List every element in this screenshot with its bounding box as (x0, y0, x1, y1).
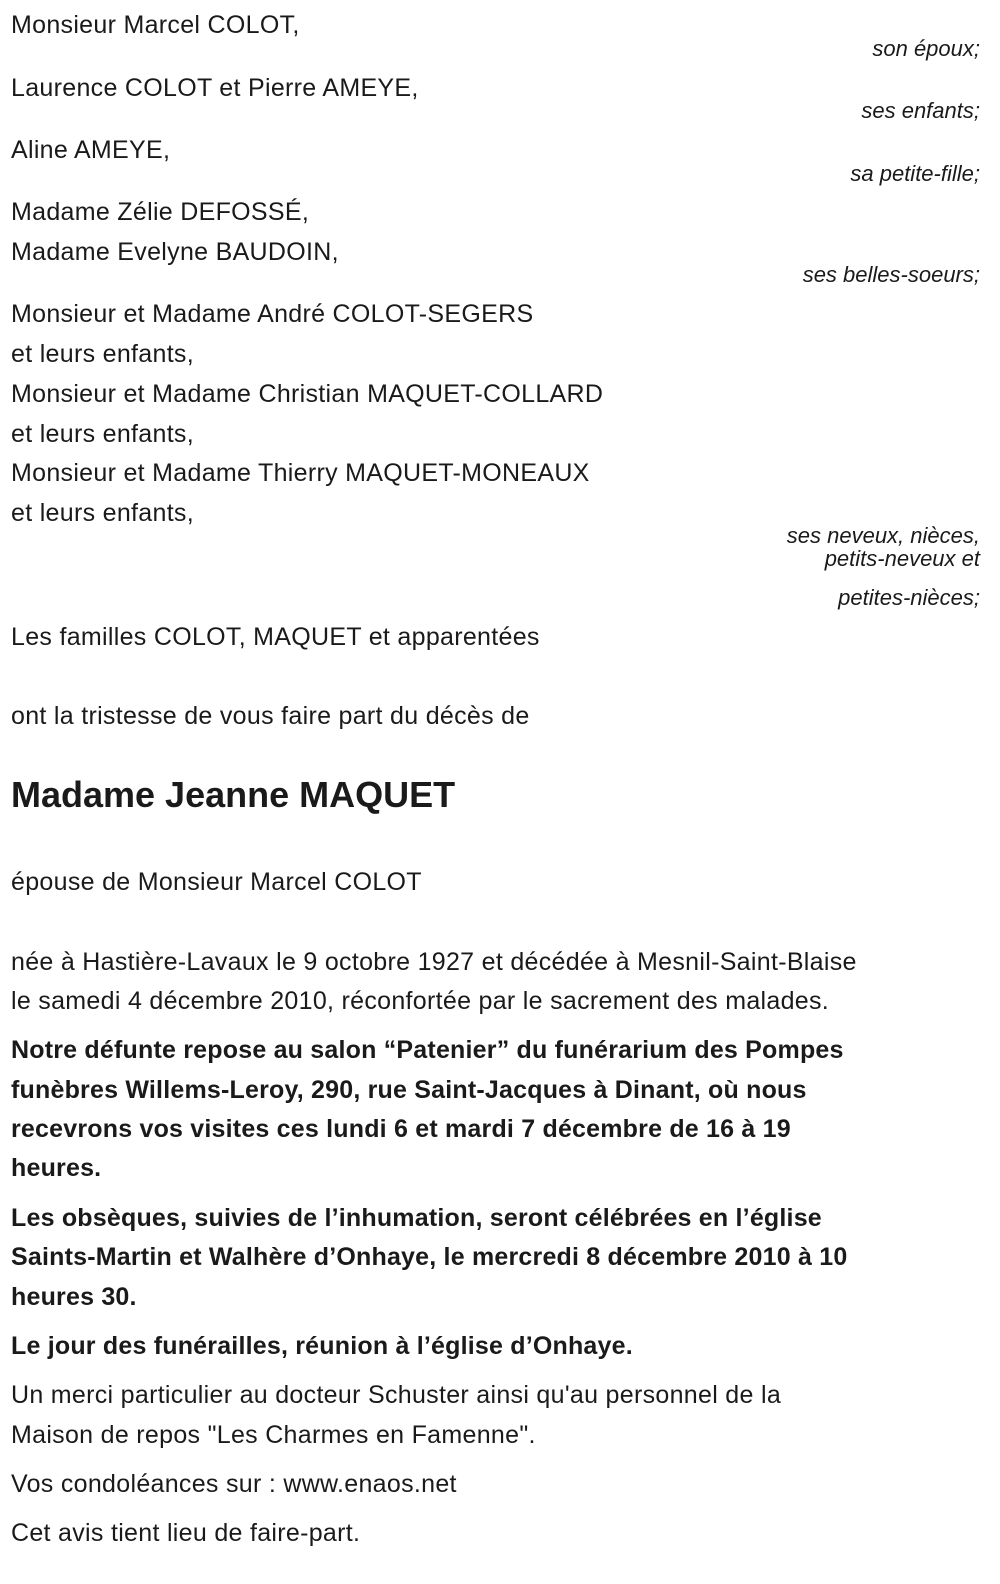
family-relation: ses belles-soeurs; (802, 262, 980, 287)
family-name: Monsieur Marcel COLOT, (11, 11, 300, 39)
family-name: et leurs enfants, (11, 499, 194, 527)
family-name: Laurence COLOT et Pierre AMEYE, (11, 74, 419, 102)
deceased-name: Madame Jeanne MAQUET (11, 774, 456, 815)
family-name: et leurs enfants, (11, 340, 194, 368)
funeral-line: heures 30. (11, 1283, 137, 1311)
funeral-line: Les obsèques, suivies de l’inhumation, seront célébrées en l’église (11, 1204, 822, 1232)
family-name: Aline AMEYE, (11, 136, 171, 164)
family-relation: sa petite-fille; (850, 161, 980, 186)
condolences-line: Vos condoléances sur : www.enaos.net (11, 1470, 457, 1498)
thanks-line: Un merci particulier au docteur Schuster ainsi qu'au personnel de la (11, 1381, 782, 1409)
family-name: Monsieur et Madame André COLOT-SEGERS (11, 300, 534, 328)
birth-death-line: le samedi 4 décembre 2010, réconfortée par le sacrement des malades. (11, 987, 830, 1015)
spouse-line: épouse de Monsieur Marcel COLOT (11, 868, 422, 896)
funeral-line: Saints-Martin et Walhère d’Onhaye, le mercredi 8 décembre 2010 à 10 (11, 1243, 848, 1271)
visitation-line: Notre défunte repose au salon “Patenier” du funérarium des Pompes (11, 1036, 844, 1064)
gathering-line: Le jour des funérailles, réunion à l’église d’Onhaye. (11, 1332, 633, 1360)
birth-death-line: née à Hastière-Lavaux le 9 octobre 1927 et décédée à Mesnil-Saint-Blaise (11, 948, 857, 976)
families-line: Les familles COLOT, MAQUET et apparentées (11, 623, 540, 651)
announcement: ont la tristesse de vous faire part du décès de (11, 702, 530, 730)
closing-line: Cet avis tient lieu de faire-part. (11, 1519, 361, 1547)
family-relation: petites-nièces; (838, 585, 980, 610)
family-name: Monsieur et Madame Thierry MAQUET-MONEAUX (11, 459, 590, 487)
family-relation: ses neveux, nièces, (786, 523, 980, 548)
family-relation: son époux; (872, 36, 980, 61)
family-relation: petits-neveux et (824, 546, 980, 571)
family-relation: ses enfants; (861, 98, 980, 123)
family-name: Madame Zélie DEFOSSÉ, (11, 198, 310, 226)
visitation-line: recevrons vos visites ces lundi 6 et mardi 7 décembre de 16 à 19 (11, 1115, 791, 1143)
family-name: et leurs enfants, (11, 420, 194, 448)
visitation-line: heures. (11, 1154, 102, 1182)
family-name: Madame Evelyne BAUDOIN, (11, 238, 339, 266)
thanks-line: Maison de repos "Les Charmes en Famenne". (11, 1421, 536, 1449)
family-name: Monsieur et Madame Christian MAQUET-COLLARD (11, 380, 604, 408)
visitation-line: funèbres Willems-Leroy, 290, rue Saint-Jacques à Dinant, où nous (11, 1076, 807, 1104)
